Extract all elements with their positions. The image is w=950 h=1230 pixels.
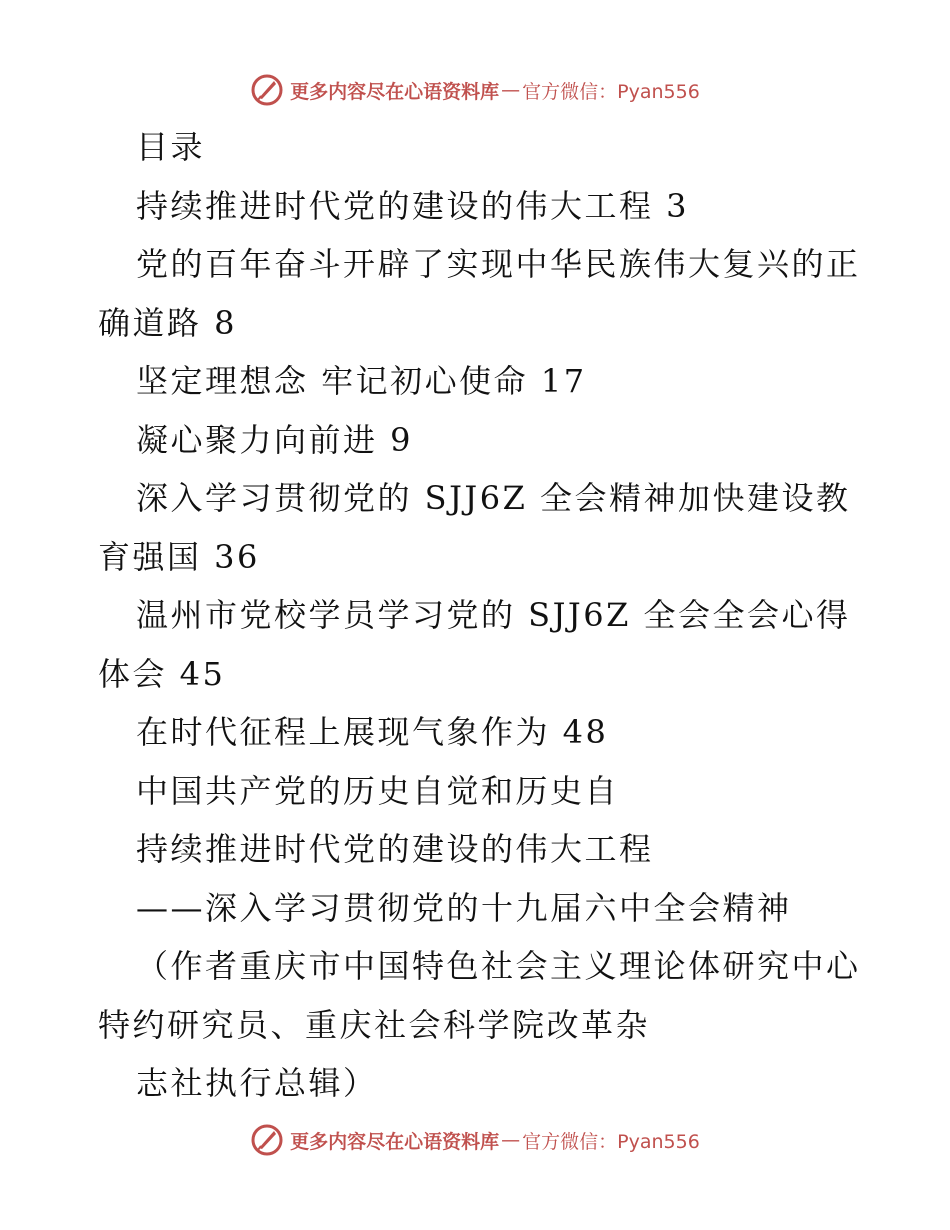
toc-line: 深入学习贯彻党的 SJJ6Z 全会精神加快建设教: [136, 479, 851, 517]
toc-line: 确道路 8: [98, 303, 238, 342]
toc-line: 党的百年奋斗开辟了实现中华民族伟大复兴的正: [136, 245, 861, 283]
page-header: [0, 70, 950, 110]
toc-body: [0, 118, 950, 1113]
footer-brand-text: 更多内容尽在心语资料库: [290, 1130, 500, 1153]
footer-wechat: 官方微信：Pyan556: [522, 1130, 700, 1153]
article-subtitle: ——深入学习贯彻党的十九届六中全会精神: [136, 888, 792, 927]
toc-line: 在时代征程上展现气象作为 48: [136, 713, 609, 751]
author-note: 特约研究员、重庆社会科学院改革杂: [98, 1005, 651, 1044]
body-line: 中国共产党的历史自觉和历史自: [136, 771, 620, 810]
page-footer: [0, 1120, 950, 1160]
author-note: 志社执行总辑）: [136, 1064, 378, 1102]
toc-title: 目录: [136, 128, 206, 166]
header-dash: —: [501, 79, 521, 101]
toc-line: 坚定理想念 牢记初心使命 17: [136, 362, 587, 400]
footer-dash: —: [501, 1129, 521, 1151]
toc-line: 持续推进时代党的建设的伟大工程 3: [136, 186, 690, 225]
toc-line: 温州市党校学员学习党的 SJJ6Z 全会全会心得: [136, 596, 851, 634]
feather-pen-logo-icon: [250, 1123, 284, 1157]
author-note: （作者重庆市中国特色社会主义理论体研究中心: [136, 947, 861, 985]
feather-pen-logo-icon: [250, 73, 284, 107]
toc-line: 凝心聚力向前进 9: [136, 420, 414, 459]
header-brand-text: 更多内容尽在心语资料库: [290, 80, 500, 103]
header-wechat: 官方微信：Pyan556: [522, 80, 700, 103]
toc-line: 育强国 36: [98, 537, 260, 576]
article-title: 持续推进时代党的建设的伟大工程: [136, 830, 654, 868]
toc-line: 体会 45: [98, 654, 226, 693]
